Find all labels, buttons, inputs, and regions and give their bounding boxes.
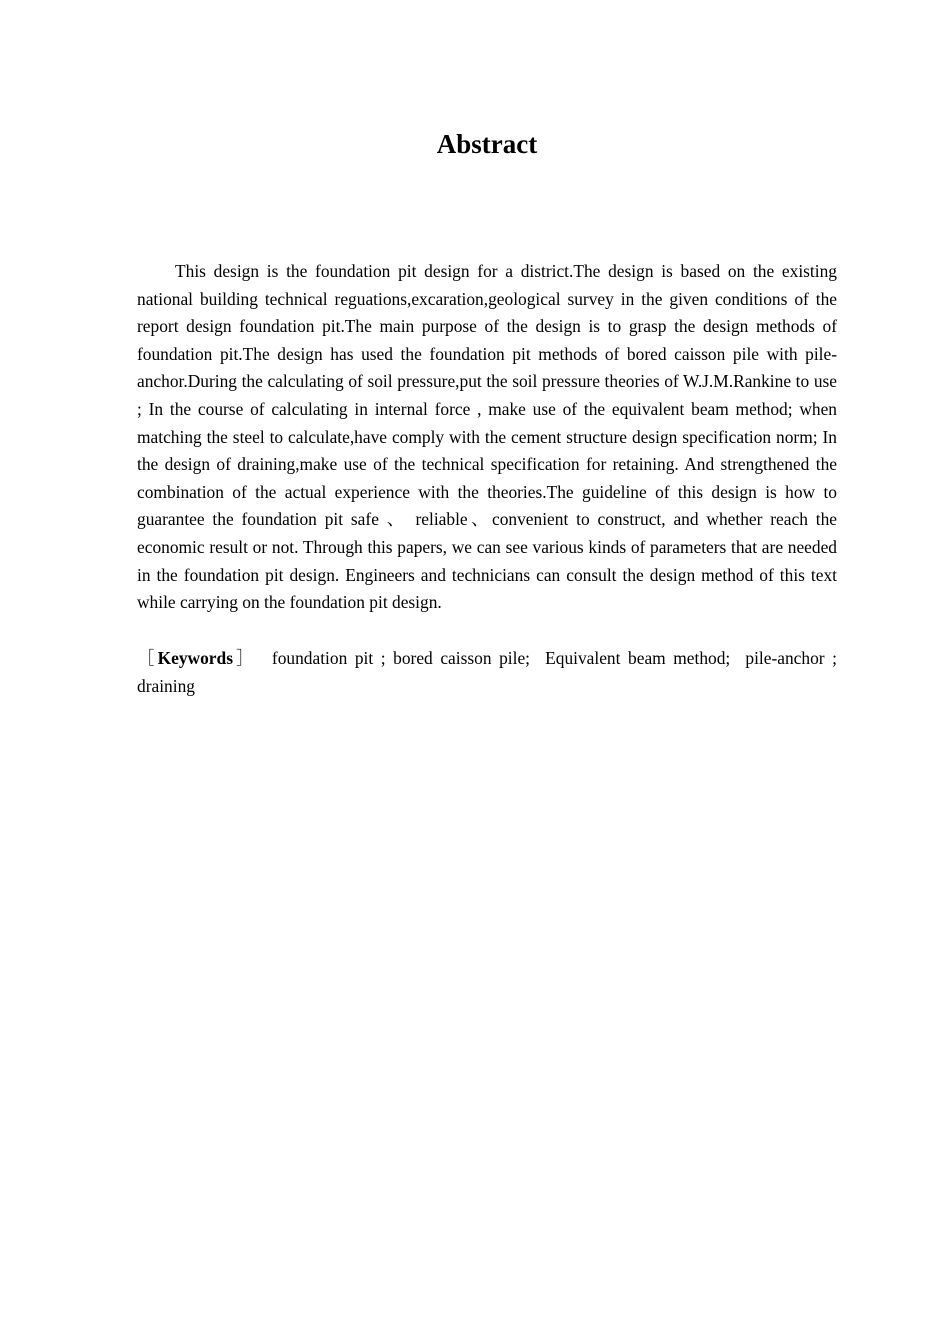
keywords-label: Keywords [157, 648, 233, 668]
keywords-text: foundation pit ; bored caisson pile; Equivalent beam method; pile-anchor ; draining [137, 648, 842, 696]
abstract-paragraph: This design is the foundation pit design for a district.The design is based on the existing national building technical reguations,excaration,geological survey in the given conditions of the report design foundation pit.The main purpose of the design is to grasp the design methods of foundation pit.The design has used the foundation pit methods of bored caisson pile with pile-anchor.During the calculating of soil pressure,put the soil pressure theories of W.J.M.Rankine to use ; In the course of calculating in internal force , make use of the equivalent beam method; when matching the steel to calculate,have comply with the cement structure design specification norm; In the design of draining,make use of the technical specification for retaining. And strengthened the combination of the actual experience with the theories.The guideline of this design is how to guarantee the foundation pit safe 、 reliable、convenient to construct, and whether reach the economic result or not. Through this papers, we can see various kinds of parameters that are needed in the foundation pit design. Engineers and technicians can consult the design method of this text while carrying on the foundation pit design. [137, 261, 837, 613]
keywords-line [137, 645, 842, 700]
keywords-close-bracket: ］ [232, 648, 257, 668]
page-title: Abstract [436, 129, 538, 159]
keywords-open-bracket: ［ [137, 648, 158, 668]
